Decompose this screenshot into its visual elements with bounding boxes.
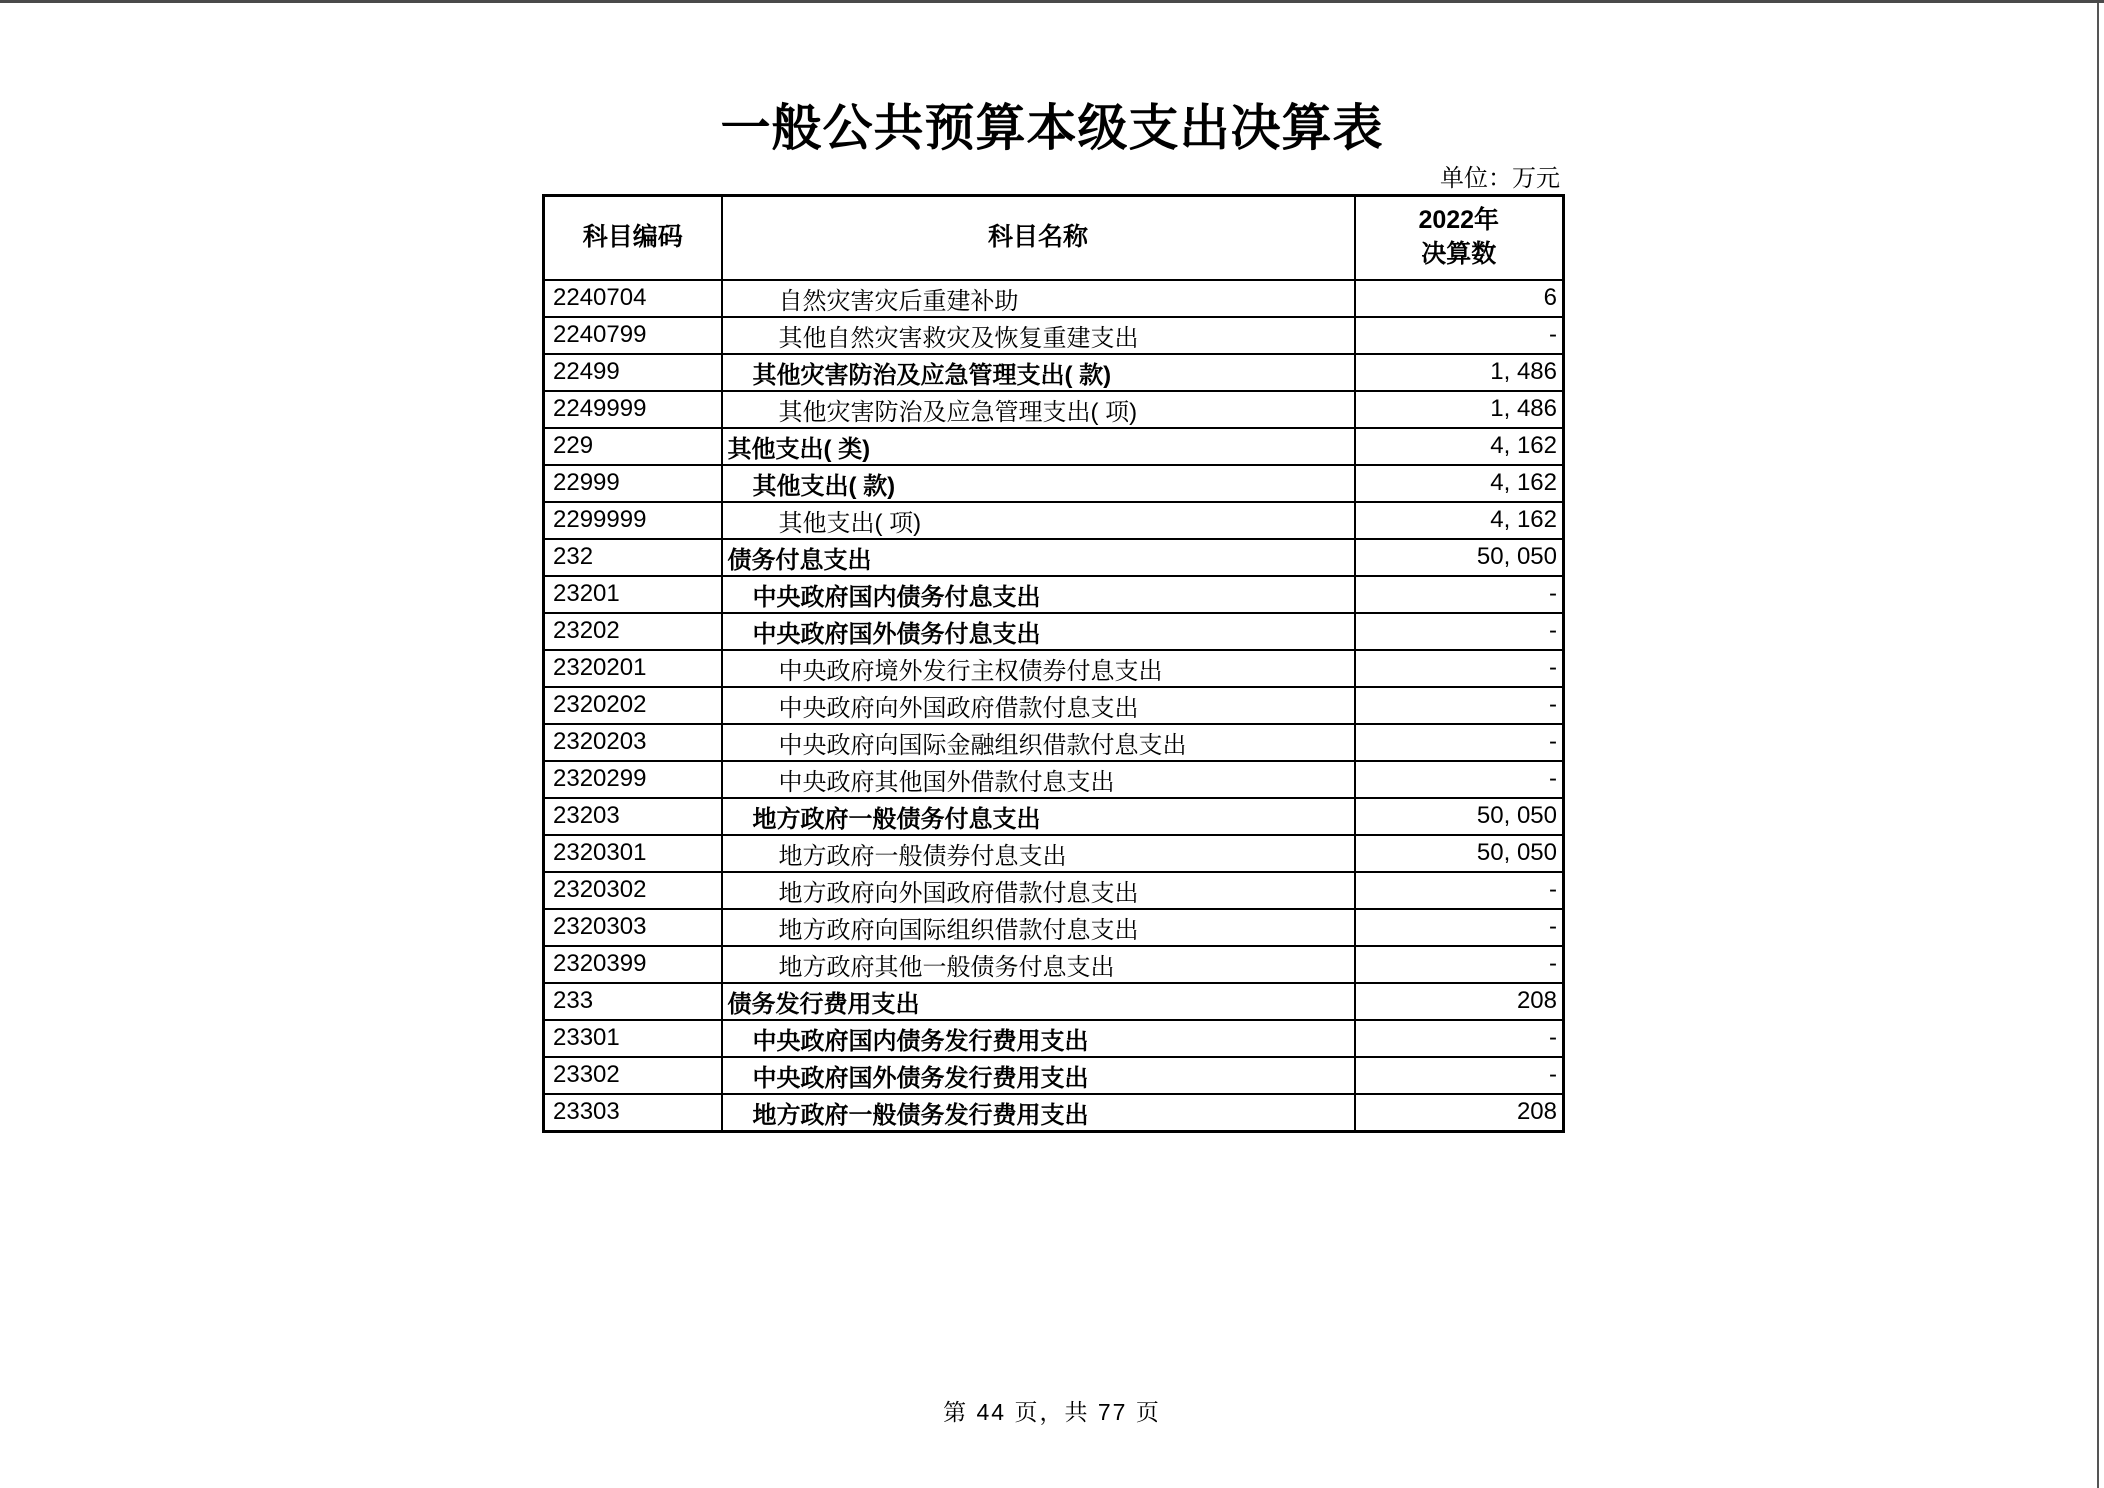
value-cell: -: [1355, 317, 1564, 354]
name-cell: 地方政府一般债务发行费用支出: [722, 1094, 1355, 1132]
window-top-edge: [0, 0, 2104, 3]
table-row: [544, 539, 1564, 576]
table-row: [544, 465, 1564, 502]
table-row: [544, 983, 1564, 1020]
value-cell: 4, 162: [1355, 428, 1564, 465]
code-cell: 22499: [544, 354, 722, 391]
table-body: [544, 280, 1564, 1132]
code-cell: 2320201: [544, 650, 722, 687]
table-row: [544, 798, 1564, 835]
table-row: [544, 1094, 1564, 1132]
code-cell: 2320399: [544, 946, 722, 983]
code-cell: 2320303: [544, 909, 722, 946]
name-cell: 其他灾害防治及应急管理支出( 项): [722, 391, 1355, 428]
page-right-edge-line: [2097, 3, 2099, 1488]
code-cell: 22999: [544, 465, 722, 502]
code-cell: 23301: [544, 1020, 722, 1057]
value-cell: -: [1355, 613, 1564, 650]
name-cell: 其他自然灾害救灾及恢复重建支出: [722, 317, 1355, 354]
name-cell: 中央政府国外债务付息支出: [722, 613, 1355, 650]
code-cell: 233: [544, 983, 722, 1020]
name-cell: 其他支出( 类): [722, 428, 1355, 465]
value-cell: 1, 486: [1355, 391, 1564, 428]
code-cell: 2299999: [544, 502, 722, 539]
page-title: 一般公共预算本级支出决算表: [720, 100, 1384, 156]
table-row: [544, 502, 1564, 539]
code-cell: 2320203: [544, 724, 722, 761]
value-cell: -: [1355, 576, 1564, 613]
code-cell: 2320299: [544, 761, 722, 798]
value-cell: 4, 162: [1355, 465, 1564, 502]
code-cell: 23303: [544, 1094, 722, 1132]
name-cell: 其他灾害防治及应急管理支出( 款): [722, 354, 1355, 391]
value-cell: 50, 050: [1355, 798, 1564, 835]
value-cell: -: [1355, 946, 1564, 983]
name-cell: 中央政府国内债务发行费用支出: [722, 1020, 1355, 1057]
code-cell: 2320302: [544, 872, 722, 909]
code-cell: 2240799: [544, 317, 722, 354]
table-row: [544, 761, 1564, 798]
value-cell: 1, 486: [1355, 354, 1564, 391]
code-cell: 2240704: [544, 280, 722, 317]
table-row: [544, 946, 1564, 983]
budget-table: [542, 194, 1565, 1133]
table-row: [544, 428, 1564, 465]
code-cell: 23202: [544, 613, 722, 650]
table-row: [544, 613, 1564, 650]
value-cell: -: [1355, 872, 1564, 909]
name-cell: 中央政府国内债务付息支出: [722, 576, 1355, 613]
table-row: [544, 317, 1564, 354]
table-row: [544, 354, 1564, 391]
name-cell: 债务付息支出: [722, 539, 1355, 576]
value-cell: 208: [1355, 983, 1564, 1020]
table-row: [544, 835, 1564, 872]
table-header-row: [544, 196, 1564, 280]
header-year-line1: 2022年: [1418, 206, 1500, 234]
name-cell: 中央政府其他国外借款付息支出: [722, 761, 1355, 798]
value-cell: -: [1355, 909, 1564, 946]
unit-label: 单位：万元: [1440, 165, 1560, 192]
header-year-amount: [1355, 196, 1564, 280]
value-cell: 4, 162: [1355, 502, 1564, 539]
name-cell: 地方政府一般债务付息支出: [722, 798, 1355, 835]
value-cell: -: [1355, 761, 1564, 798]
code-cell: 232: [544, 539, 722, 576]
header-subject-name: 科目名称: [722, 196, 1355, 280]
name-cell: 地方政府向国际组织借款付息支出: [722, 909, 1355, 946]
name-cell: 地方政府一般债券付息支出: [722, 835, 1355, 872]
name-cell: 中央政府国外债务发行费用支出: [722, 1057, 1355, 1094]
header-subject-code: 科目编码: [544, 196, 722, 280]
value-cell: -: [1355, 1057, 1564, 1094]
code-cell: 23203: [544, 798, 722, 835]
code-cell: 2320202: [544, 687, 722, 724]
name-cell: 中央政府境外发行主权债券付息支出: [722, 650, 1355, 687]
value-cell: -: [1355, 724, 1564, 761]
name-cell: 其他支出( 项): [722, 502, 1355, 539]
code-cell: 2320301: [544, 835, 722, 872]
table-header: [544, 196, 1564, 280]
table-row: [544, 1020, 1564, 1057]
value-cell: -: [1355, 650, 1564, 687]
table-row: [544, 909, 1564, 946]
code-cell: 2249999: [544, 391, 722, 428]
value-cell: 208: [1355, 1094, 1564, 1132]
name-cell: 中央政府向外国政府借款付息支出: [722, 687, 1355, 724]
table-row: [544, 576, 1564, 613]
table-row: [544, 391, 1564, 428]
header-year-line2: 决算数: [1421, 239, 1497, 268]
value-cell: 50, 050: [1355, 539, 1564, 576]
name-cell: 自然灾害灾后重建补助: [722, 280, 1355, 317]
value-cell: 50, 050: [1355, 835, 1564, 872]
name-cell: 其他支出( 款): [722, 465, 1355, 502]
value-cell: 6: [1355, 280, 1564, 317]
table-row: [544, 687, 1564, 724]
table-row: [544, 280, 1564, 317]
code-cell: 23201: [544, 576, 722, 613]
table-row: [544, 724, 1564, 761]
code-cell: 23302: [544, 1057, 722, 1094]
name-cell: 地方政府其他一般债务付息支出: [722, 946, 1355, 983]
table-row: [544, 872, 1564, 909]
page-number-footer: 第 44 页，共 77 页: [943, 1399, 1161, 1425]
table-row: [544, 650, 1564, 687]
code-cell: 229: [544, 428, 722, 465]
name-cell: 地方政府向外国政府借款付息支出: [722, 872, 1355, 909]
name-cell: 债务发行费用支出: [722, 983, 1355, 1020]
table-row: [544, 1057, 1564, 1094]
value-cell: -: [1355, 687, 1564, 724]
value-cell: -: [1355, 1020, 1564, 1057]
name-cell: 中央政府向国际金融组织借款付息支出: [722, 724, 1355, 761]
